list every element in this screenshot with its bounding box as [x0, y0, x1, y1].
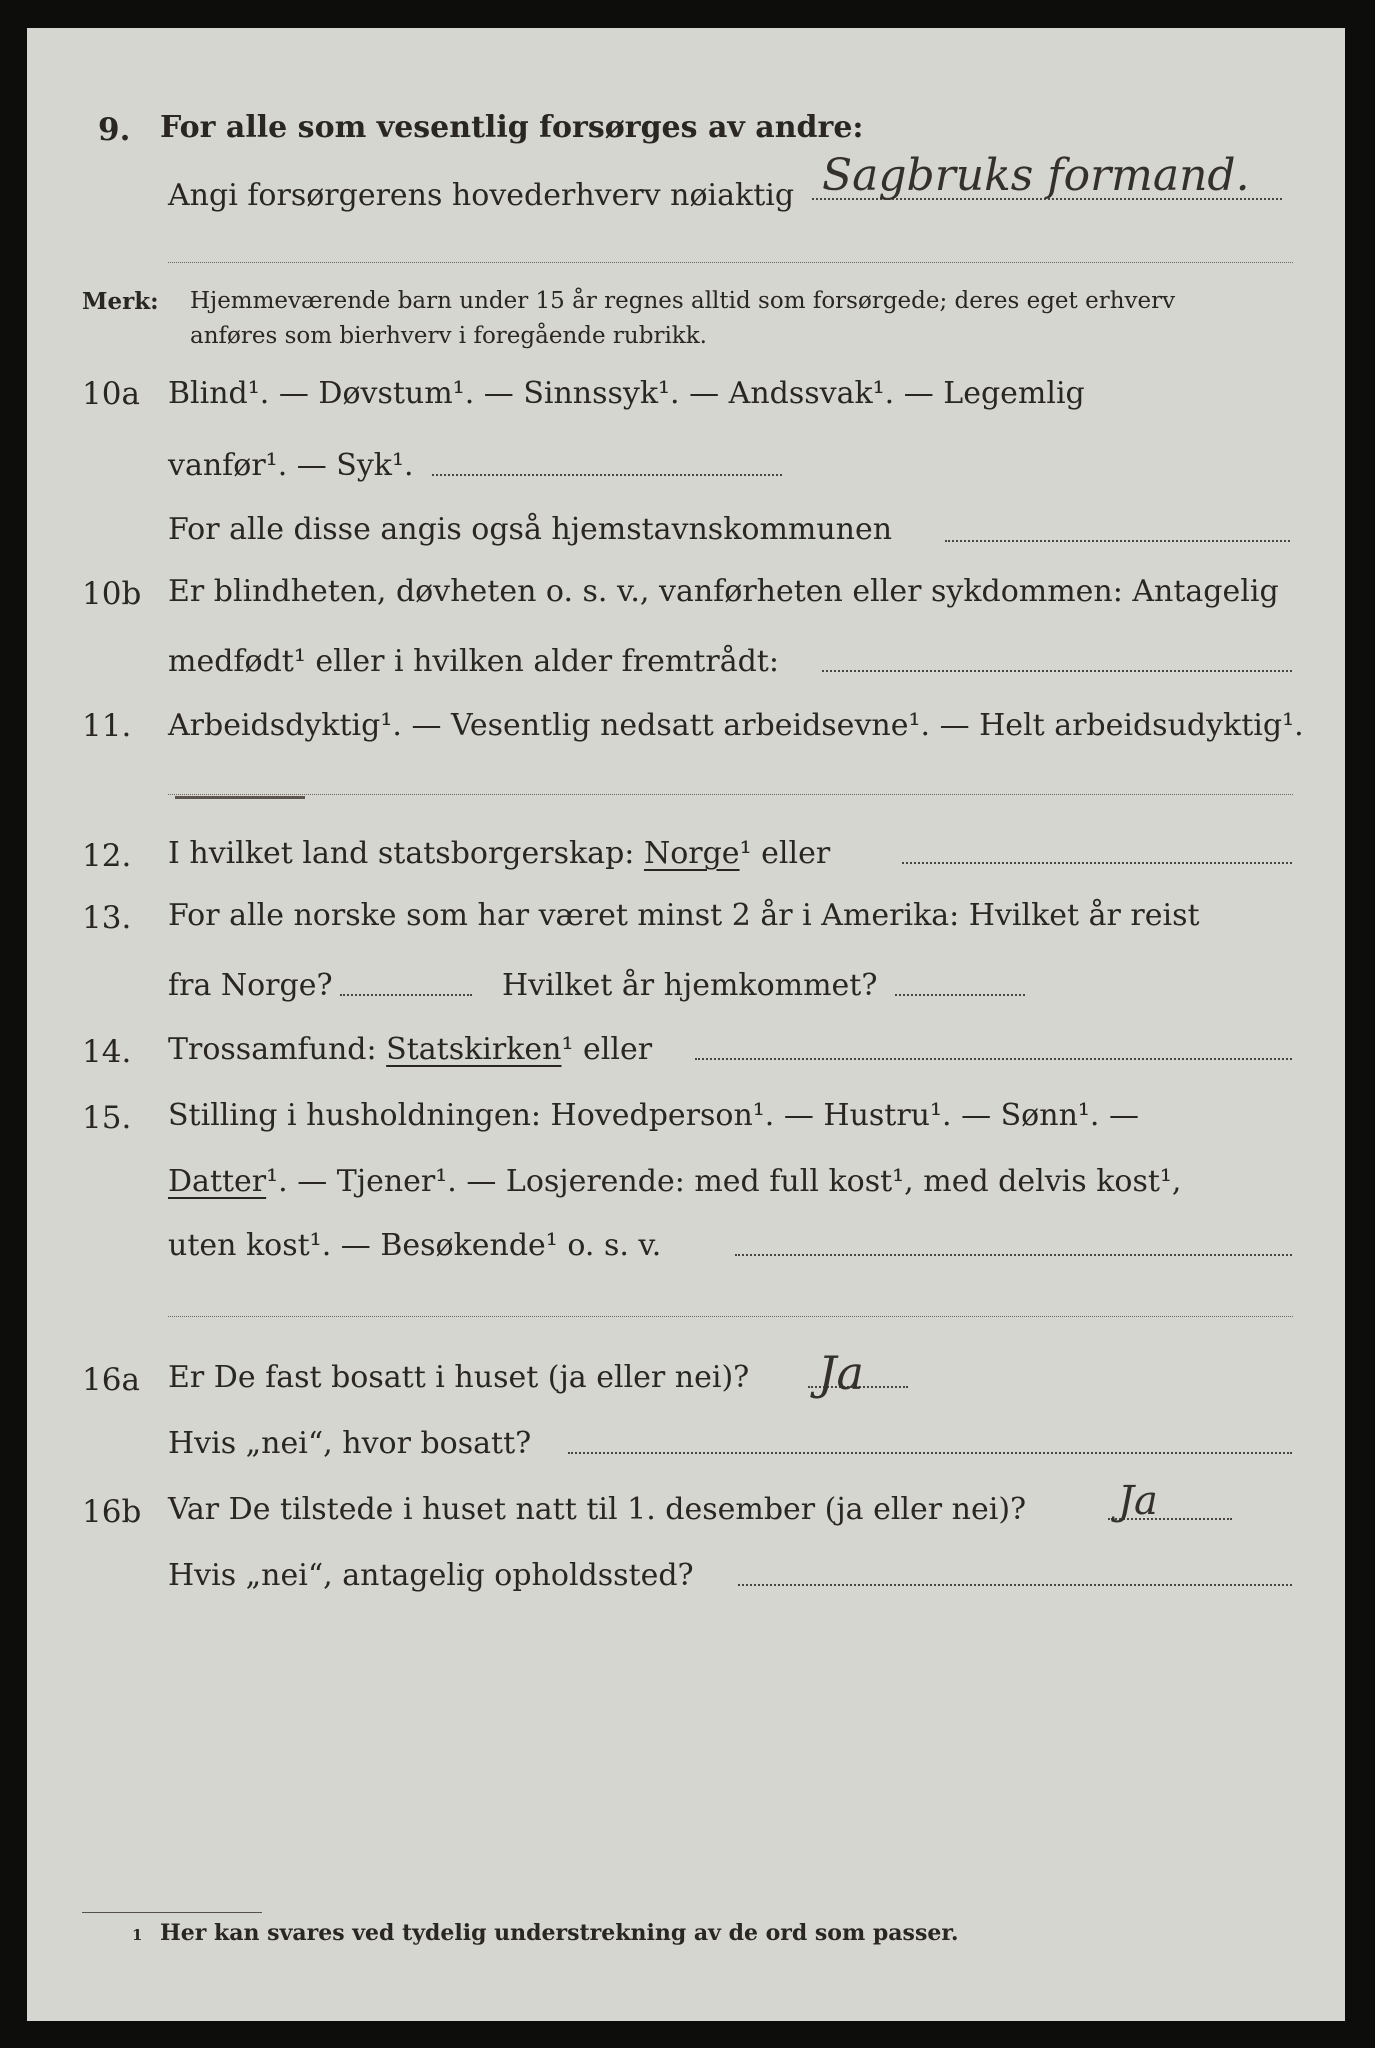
merk-line2: anføres som bierhverv i foregående rubrikk. — [190, 323, 707, 349]
q13-line2a: fra Norge? — [168, 968, 333, 1003]
q15-separator — [168, 1316, 1293, 1317]
q15-underlined-answer: Datter — [168, 1164, 267, 1199]
q13-number: 13. — [82, 900, 132, 936]
q9-number: 9. — [98, 112, 131, 148]
q10a-number: 10a — [82, 376, 140, 412]
q16a-handwritten-answer: Ja — [818, 1346, 864, 1400]
q15-line3: uten kost¹. — Besøkende¹ o. s. v. — [168, 1228, 662, 1263]
q13-line2b: Hvilket år hjemkommet? — [502, 968, 878, 1003]
q13-reist-line — [340, 994, 472, 996]
q16a-bosatt-line — [568, 1452, 1292, 1454]
q14-number: 14. — [82, 1034, 132, 1070]
q10a-hjemstavn-line — [945, 540, 1290, 542]
q16a-line1: Er De fast bosatt i huset (ja eller nei)? — [168, 1360, 750, 1395]
q9-line1: For alle som vesentlig forsørges av andre: — [160, 110, 864, 145]
q15-line2 — [168, 1164, 1181, 1199]
q9-line2: Angi forsørgerens hovederhverv nøiaktig — [168, 178, 795, 213]
q13-hjemkommet-line — [895, 994, 1025, 996]
q15-line2-rest: ¹. — Tjener¹. — Losjerende: med full kost¹, med delvis kost¹, — [266, 1164, 1182, 1199]
q9-handwritten-answer: Sagbruks formand. — [822, 150, 1250, 201]
q16a-number: 16a — [82, 1362, 140, 1398]
q10b-line1: Er blindheten, døvheten o. s. v., vanførheten eller sykdommen: Antagelig — [168, 574, 1279, 609]
merk-line1: Hjemmeværende barn under 15 år regnes alltid som forsørgede; deres eget erhverv — [190, 288, 1176, 314]
q12-suffix: ¹ eller — [739, 836, 831, 871]
q10b-line2: medfødt¹ eller i hvilken alder fremtrådt: — [168, 644, 779, 679]
q16b-line1: Var De tilstede i huset natt til 1. desember (ja eller nei)? — [168, 1492, 1027, 1527]
footnote-mark: 1 — [132, 1926, 143, 1944]
q12-prefix: I hvilket land statsborgerskap: — [168, 836, 635, 871]
merk-label: Merk: — [82, 288, 159, 315]
q15-osv-line — [735, 1254, 1292, 1256]
q13-line1: For alle norske som har været minst 2 år i Amerika: Hvilket år reist — [168, 898, 1200, 933]
q10b-number: 10b — [82, 576, 142, 612]
q16b-opholdssted-line — [738, 1584, 1292, 1586]
q11-line1: Arbeidsdyktig¹. — Vesentlig nedsatt arbeidsevne¹. — Helt arbeidsudyktig¹. — [168, 708, 1304, 743]
q15-number: 15. — [82, 1100, 132, 1136]
q14-eller-line — [695, 1058, 1292, 1060]
q10a-syk-line — [432, 474, 782, 476]
q10a-line3: For alle disse angis også hjemstavnskommunen — [168, 512, 893, 547]
q9-separator — [168, 262, 1293, 263]
q12-line — [168, 836, 830, 871]
q14-underlined-answer: Statskirken — [386, 1032, 562, 1067]
q14-suffix: ¹ eller — [561, 1032, 653, 1067]
q11-separator — [168, 794, 1293, 795]
q11-pencil-stroke — [175, 796, 305, 799]
q10a-line2: vanfør¹. — Syk¹. — [168, 448, 414, 483]
q16b-number: 16b — [82, 1494, 142, 1530]
q12-number: 12. — [82, 838, 132, 874]
q16b-handwritten-answer: Ja — [1118, 1478, 1158, 1524]
q16b-line2: Hvis „nei“, antagelig opholdssted? — [168, 1558, 694, 1593]
q12-underlined-answer: Norge — [643, 836, 740, 871]
q11-number: 11. — [82, 708, 132, 744]
q12-eller-line — [902, 862, 1292, 864]
footnote-rule — [82, 1912, 262, 1913]
q14-line — [168, 1032, 652, 1067]
q15-line1: Stilling i husholdningen: Hovedperson¹. — Hustru¹. — Sønn¹. — — [168, 1098, 1139, 1133]
q14-prefix: Trossamfund: — [168, 1032, 377, 1067]
q16a-line2: Hvis „nei“, hvor bosatt? — [168, 1426, 532, 1461]
q10a-line1: Blind¹. — Døvstum¹. — Sinnssyk¹. — Andssvak¹. — Legemlig — [168, 376, 1085, 411]
q10b-alder-line — [822, 670, 1292, 672]
footnote-text: Her kan svares ved tydelig understrekning av de ord som passer. — [160, 1920, 959, 1946]
